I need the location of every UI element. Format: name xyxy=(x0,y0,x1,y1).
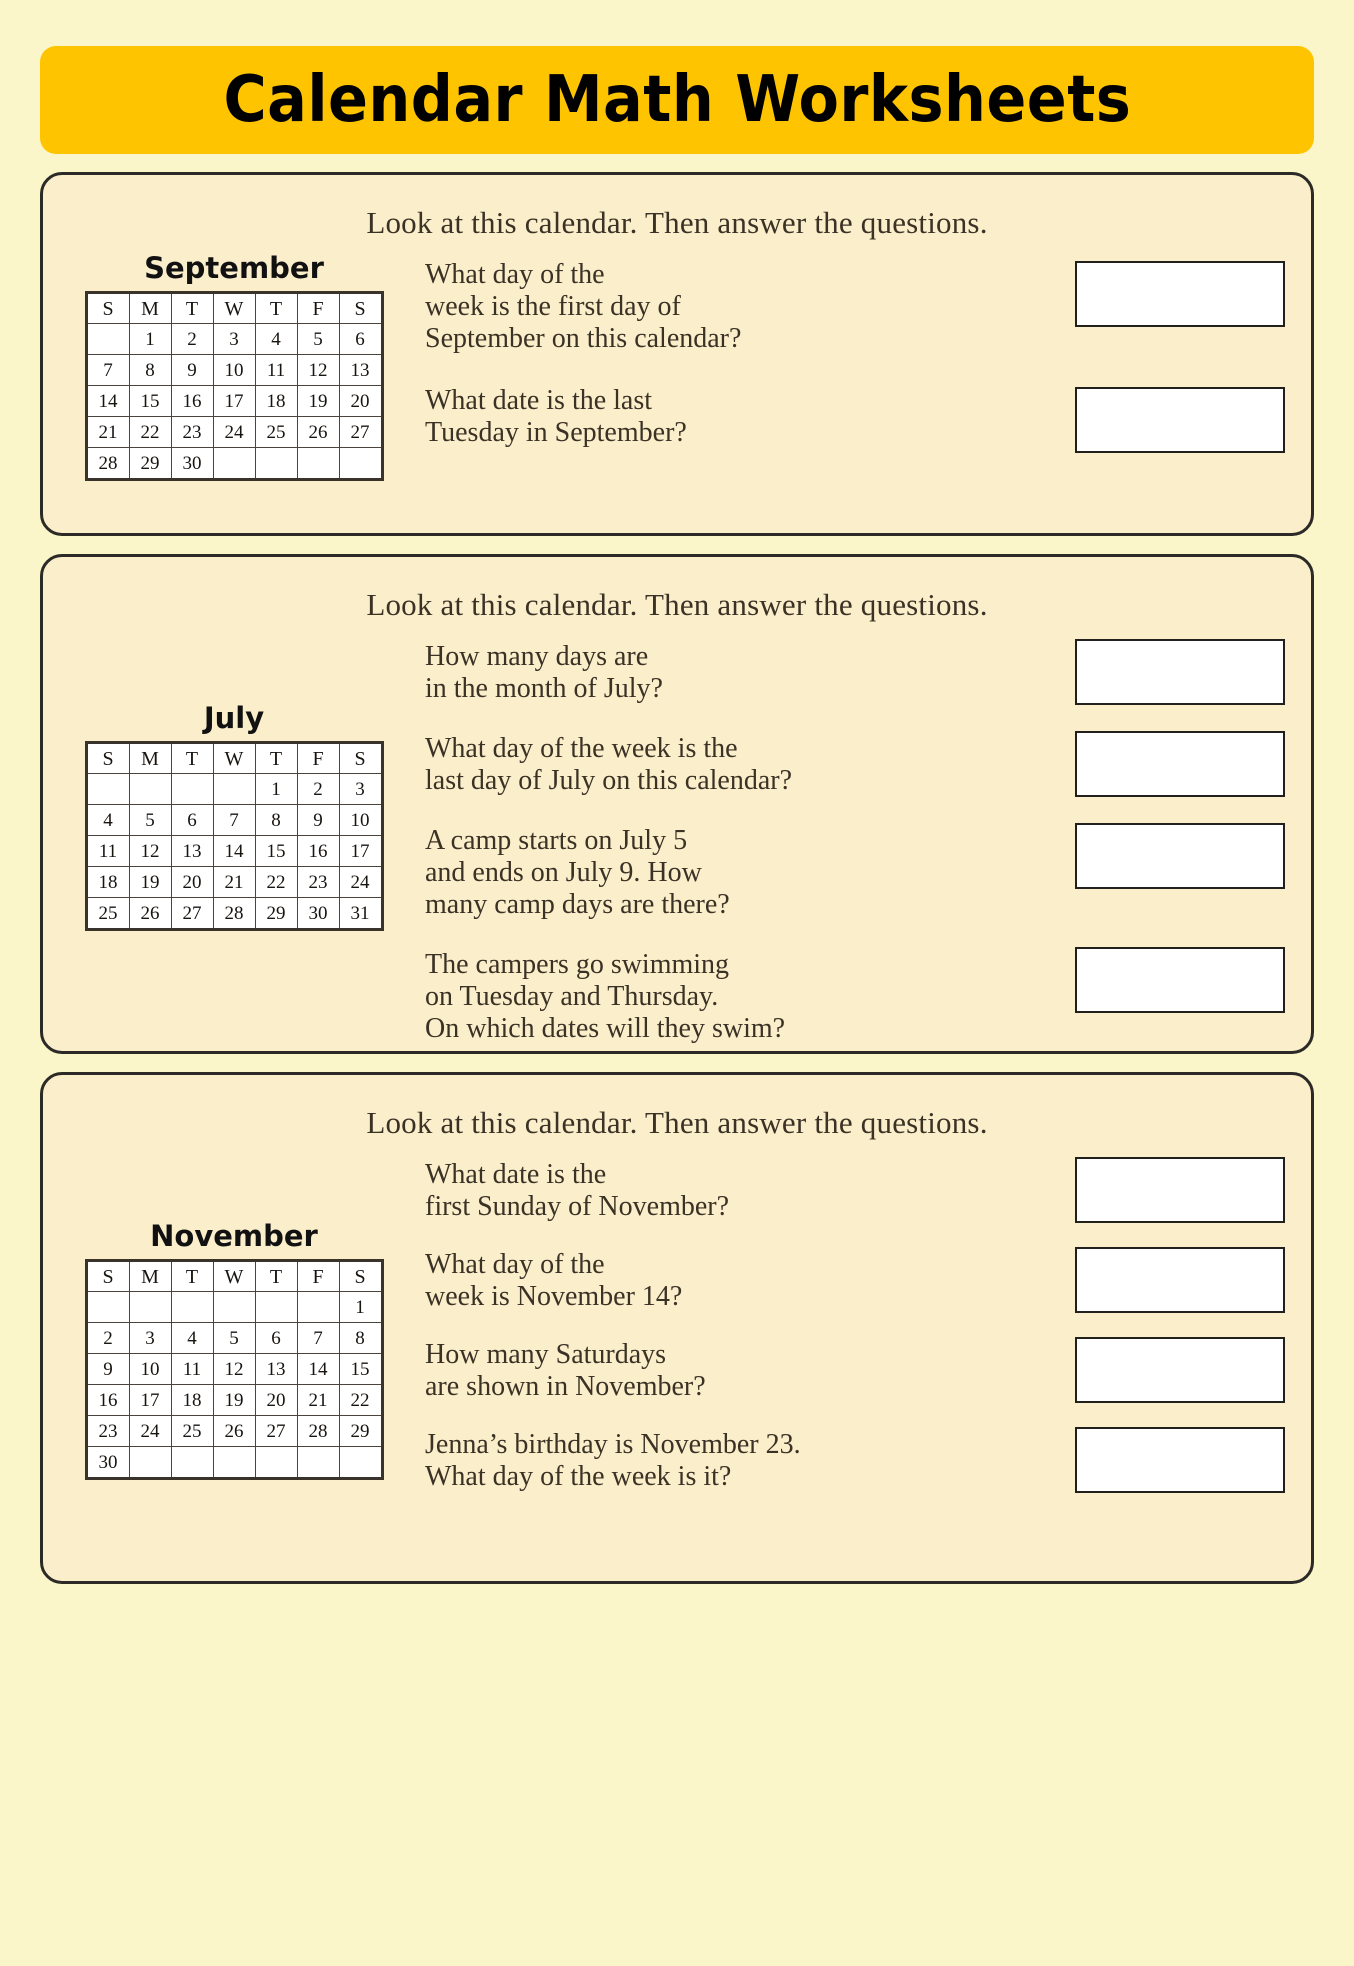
calendar-day-cell: 21 xyxy=(213,867,255,898)
question-text xyxy=(425,1337,1075,1403)
calendar-day-cell: 6 xyxy=(339,324,382,355)
calendar-week-row xyxy=(86,836,382,867)
calendar-empty-cell xyxy=(255,1447,297,1479)
month-title-july: July xyxy=(203,701,265,735)
calendar-empty-cell xyxy=(171,1292,213,1323)
calendar-day-cell: 26 xyxy=(213,1416,255,1447)
calendar-week-row xyxy=(86,774,382,805)
calendar-day-cell: 7 xyxy=(213,805,255,836)
question-line: in the month of July? xyxy=(425,672,663,704)
weekday-header-cell: T xyxy=(255,1261,297,1292)
question-text xyxy=(425,383,1075,449)
calendar-day-cell: 8 xyxy=(255,805,297,836)
question-line: are shown in November? xyxy=(425,1370,706,1402)
calendar-day-cell: 22 xyxy=(129,417,171,448)
calendar-day-cell: 3 xyxy=(213,324,255,355)
answer-box[interactable] xyxy=(1075,1247,1285,1313)
calendar-day-cell: 13 xyxy=(171,836,213,867)
weekday-header-cell: S xyxy=(339,1261,382,1292)
calendar-day-cell: 2 xyxy=(86,1323,129,1354)
calendar-table-july xyxy=(85,741,384,931)
calendar-week-row xyxy=(86,805,382,836)
calendar-day-cell: 6 xyxy=(171,805,213,836)
calendar-day-cell: 12 xyxy=(297,355,339,386)
weekday-header-cell: W xyxy=(213,293,255,324)
calendar-empty-cell xyxy=(339,1447,382,1479)
weekday-header-cell: S xyxy=(86,1261,129,1292)
calendar-empty-cell xyxy=(339,448,382,480)
calendar-day-cell: 22 xyxy=(339,1385,382,1416)
calendar-header-row xyxy=(86,743,382,774)
answer-box[interactable] xyxy=(1075,1337,1285,1403)
calendar-day-cell: 12 xyxy=(129,836,171,867)
weekday-header-cell: S xyxy=(86,743,129,774)
answer-box[interactable] xyxy=(1075,731,1285,797)
calendar-day-cell: 28 xyxy=(297,1416,339,1447)
calendar-day-cell: 18 xyxy=(255,386,297,417)
calendar-empty-cell xyxy=(297,1292,339,1323)
calendar-body-july xyxy=(86,743,382,930)
weekday-header-cell: F xyxy=(297,743,339,774)
calendar-day-cell: 13 xyxy=(255,1354,297,1385)
calendar-table-november xyxy=(85,1259,384,1480)
calendar-day-cell: 3 xyxy=(129,1323,171,1354)
calendar-body-november xyxy=(86,1261,382,1479)
calendar-day-cell: 23 xyxy=(86,1416,129,1447)
calendar-week-row xyxy=(86,1447,382,1479)
calendar-day-cell: 22 xyxy=(255,867,297,898)
calendar-day-cell: 30 xyxy=(86,1447,129,1479)
calendar-empty-cell xyxy=(86,1292,129,1323)
worksheet-panel-july xyxy=(40,554,1314,1054)
calendar-day-cell: 24 xyxy=(213,417,255,448)
question-line: September on this calendar? xyxy=(425,322,742,354)
calendar-empty-cell xyxy=(213,1292,255,1323)
calendar-week-row xyxy=(86,417,382,448)
weekday-header-cell: W xyxy=(213,1261,255,1292)
calendar-day-cell: 20 xyxy=(255,1385,297,1416)
calendar-week-row xyxy=(86,355,382,386)
question-line: What date is the xyxy=(425,1159,607,1190)
calendar-empty-cell xyxy=(86,324,129,355)
calendar-day-cell: 19 xyxy=(213,1385,255,1416)
question-line: How many Saturdays xyxy=(425,1339,667,1370)
calendar-day-cell: 2 xyxy=(297,774,339,805)
calendar-day-cell: 12 xyxy=(213,1354,255,1385)
question-text xyxy=(425,1427,1075,1493)
question-row xyxy=(425,1247,1285,1313)
question-line: last day of July on this calendar? xyxy=(425,764,793,796)
page-title: Calendar Math Worksheets xyxy=(223,63,1131,137)
calendar-empty-cell xyxy=(129,1292,171,1323)
calendar-day-cell: 9 xyxy=(297,805,339,836)
calendar-week-row xyxy=(86,1416,382,1447)
calendar-header-row xyxy=(86,293,382,324)
calendar-day-cell: 15 xyxy=(129,386,171,417)
calendar-day-cell: 8 xyxy=(339,1323,382,1354)
calendar-day-cell: 15 xyxy=(339,1354,382,1385)
question-text xyxy=(425,823,1075,921)
calendar-day-cell: 29 xyxy=(129,448,171,480)
calendar-day-cell: 27 xyxy=(171,898,213,930)
calendar-day-cell: 7 xyxy=(86,355,129,386)
answer-box[interactable] xyxy=(1075,639,1285,705)
calendar-week-row xyxy=(86,898,382,930)
calendar-empty-cell xyxy=(213,1447,255,1479)
calendar-day-cell: 18 xyxy=(171,1385,213,1416)
question-row xyxy=(425,1157,1285,1223)
calendar-week-row xyxy=(86,1323,382,1354)
question-line: How many days are xyxy=(425,641,649,672)
weekday-header-cell: T xyxy=(171,743,213,774)
calendar-day-cell: 17 xyxy=(213,386,255,417)
weekday-header-cell: T xyxy=(171,1261,213,1292)
calendar-empty-cell xyxy=(213,448,255,480)
calendar-day-cell: 30 xyxy=(171,448,213,480)
question-line: week is November 14? xyxy=(425,1280,683,1312)
calendar-day-cell: 16 xyxy=(171,386,213,417)
calendar-day-cell: 28 xyxy=(213,898,255,930)
question-row xyxy=(425,731,1285,797)
weekday-header-cell: S xyxy=(339,743,382,774)
calendar-day-cell: 14 xyxy=(86,386,129,417)
calendar-day-cell: 29 xyxy=(255,898,297,930)
calendar-day-cell: 1 xyxy=(129,324,171,355)
instruction-july: Look at this calendar. Then answer the questions. xyxy=(366,587,988,622)
calendar-empty-cell xyxy=(129,774,171,805)
question-text xyxy=(425,1247,1075,1313)
calendar-empty-cell xyxy=(171,1447,213,1479)
question-line: and ends on July 9. How xyxy=(425,856,702,888)
weekday-header-cell: T xyxy=(255,293,297,324)
weekday-header-cell: S xyxy=(86,293,129,324)
instruction-november: Look at this calendar. Then answer the questions. xyxy=(366,1105,988,1140)
question-line: What day of the xyxy=(425,259,605,290)
weekday-header-cell: T xyxy=(255,743,297,774)
question-row xyxy=(425,257,1285,355)
calendar-day-cell: 24 xyxy=(129,1416,171,1447)
question-line: What day of the week is it? xyxy=(425,1460,732,1492)
questions-column-september xyxy=(399,247,1285,453)
calendar-day-cell: 17 xyxy=(339,836,382,867)
calendar-empty-cell xyxy=(255,448,297,480)
calendar-day-cell: 4 xyxy=(171,1323,213,1354)
calendar-column-july xyxy=(69,629,399,931)
calendar-day-cell: 4 xyxy=(86,805,129,836)
calendar-week-row xyxy=(86,867,382,898)
month-title-november: November xyxy=(150,1219,318,1253)
calendar-day-cell: 24 xyxy=(339,867,382,898)
calendar-day-cell: 29 xyxy=(339,1416,382,1447)
calendar-day-cell: 14 xyxy=(213,836,255,867)
weekday-header-cell: M xyxy=(129,293,171,324)
calendar-day-cell: 26 xyxy=(297,417,339,448)
calendar-day-cell: 11 xyxy=(86,836,129,867)
question-line: many camp days are there? xyxy=(425,888,730,920)
calendar-empty-cell xyxy=(297,1447,339,1479)
calendar-week-row xyxy=(86,1354,382,1385)
question-line: Jenna’s birthday is November 23. xyxy=(425,1429,801,1460)
answer-box[interactable] xyxy=(1075,387,1285,453)
answer-box[interactable] xyxy=(1075,1427,1285,1493)
calendar-day-cell: 16 xyxy=(86,1385,129,1416)
calendar-body-september xyxy=(86,293,382,480)
question-line: On which dates will they swim? xyxy=(425,1012,786,1044)
worksheet-page xyxy=(0,46,1354,1966)
calendar-day-cell: 21 xyxy=(86,417,129,448)
calendar-day-cell: 5 xyxy=(129,805,171,836)
calendar-empty-cell xyxy=(171,774,213,805)
calendar-table-september xyxy=(85,291,384,481)
question-line: What day of the week is the xyxy=(425,733,738,764)
calendar-day-cell: 27 xyxy=(339,417,382,448)
question-row xyxy=(425,1427,1285,1493)
answer-box[interactable] xyxy=(1075,947,1285,1013)
calendar-empty-cell xyxy=(255,1292,297,1323)
question-line: The campers go swimming xyxy=(425,948,730,980)
calendar-day-cell: 15 xyxy=(255,836,297,867)
weekday-header-cell: T xyxy=(171,293,213,324)
question-row xyxy=(425,383,1285,453)
calendar-day-cell: 20 xyxy=(339,386,382,417)
calendar-day-cell: 28 xyxy=(86,448,129,480)
calendar-day-cell: 16 xyxy=(297,836,339,867)
calendar-day-cell: 13 xyxy=(339,355,382,386)
calendar-day-cell: 11 xyxy=(255,355,297,386)
instruction-september: Look at this calendar. Then answer the questions. xyxy=(366,205,988,240)
calendar-day-cell: 9 xyxy=(171,355,213,386)
worksheet-panel-september xyxy=(40,172,1314,536)
panel-body-september xyxy=(69,247,1285,481)
questions-column-november xyxy=(399,1147,1285,1493)
weekday-header-cell: M xyxy=(129,743,171,774)
calendar-day-cell: 2 xyxy=(171,324,213,355)
calendar-day-cell: 8 xyxy=(129,355,171,386)
question-row xyxy=(425,823,1285,921)
calendar-column-november xyxy=(69,1147,399,1480)
calendar-day-cell: 7 xyxy=(297,1323,339,1354)
question-row xyxy=(425,639,1285,705)
calendar-day-cell: 30 xyxy=(297,898,339,930)
weekday-header-cell: S xyxy=(339,293,382,324)
question-line: Tuesday in September? xyxy=(425,416,687,448)
calendar-day-cell: 20 xyxy=(171,867,213,898)
question-line: What day of the xyxy=(425,1249,605,1280)
question-text xyxy=(425,731,1075,797)
calendar-day-cell: 27 xyxy=(255,1416,297,1447)
calendar-day-cell: 23 xyxy=(297,867,339,898)
question-text xyxy=(425,257,1075,355)
question-line: A camp starts on July 5 xyxy=(425,825,688,856)
calendar-empty-cell xyxy=(129,1447,171,1479)
calendar-empty-cell xyxy=(213,774,255,805)
calendar-day-cell: 9 xyxy=(86,1354,129,1385)
calendar-day-cell: 10 xyxy=(129,1354,171,1385)
questions-column-july xyxy=(399,629,1285,1044)
calendar-day-cell: 19 xyxy=(297,386,339,417)
calendar-day-cell: 31 xyxy=(339,898,382,930)
calendar-week-row xyxy=(86,448,382,480)
calendar-day-cell: 5 xyxy=(213,1323,255,1354)
calendar-week-row xyxy=(86,1385,382,1416)
calendar-week-row xyxy=(86,386,382,417)
title-banner xyxy=(40,46,1314,154)
weekday-header-cell: F xyxy=(297,1261,339,1292)
calendar-day-cell: 1 xyxy=(339,1292,382,1323)
calendar-day-cell: 23 xyxy=(171,417,213,448)
panel-body-july xyxy=(69,629,1285,1044)
calendar-day-cell: 21 xyxy=(297,1385,339,1416)
calendar-week-row xyxy=(86,1292,382,1323)
calendar-day-cell: 14 xyxy=(297,1354,339,1385)
calendar-day-cell: 17 xyxy=(129,1385,171,1416)
calendar-day-cell: 25 xyxy=(255,417,297,448)
calendar-day-cell: 1 xyxy=(255,774,297,805)
question-text xyxy=(425,947,1075,1045)
worksheet-panel-november xyxy=(40,1072,1314,1584)
calendar-week-row xyxy=(86,324,382,355)
calendar-day-cell: 11 xyxy=(171,1354,213,1385)
weekday-header-cell: W xyxy=(213,743,255,774)
calendar-day-cell: 19 xyxy=(129,867,171,898)
question-row xyxy=(425,1337,1285,1403)
question-row xyxy=(425,947,1285,1045)
calendar-day-cell: 25 xyxy=(171,1416,213,1447)
weekday-header-cell: F xyxy=(297,293,339,324)
panel-body-november xyxy=(69,1147,1285,1493)
month-title-september: September xyxy=(144,251,324,285)
calendar-day-cell: 3 xyxy=(339,774,382,805)
weekday-header-cell: M xyxy=(129,1261,171,1292)
answer-box[interactable] xyxy=(1075,261,1285,327)
question-line: on Tuesday and Thursday. xyxy=(425,980,719,1012)
question-text xyxy=(425,639,1075,705)
calendar-day-cell: 10 xyxy=(213,355,255,386)
question-line: week is the first day of xyxy=(425,290,681,322)
calendar-day-cell: 26 xyxy=(129,898,171,930)
calendar-day-cell: 5 xyxy=(297,324,339,355)
calendar-column-september xyxy=(69,247,399,481)
calendar-day-cell: 18 xyxy=(86,867,129,898)
question-line: What date is the last xyxy=(425,384,653,416)
answer-box[interactable] xyxy=(1075,823,1285,889)
question-text xyxy=(425,1157,1075,1223)
calendar-empty-cell xyxy=(86,774,129,805)
calendar-empty-cell xyxy=(297,448,339,480)
calendar-header-row xyxy=(86,1261,382,1292)
calendar-day-cell: 4 xyxy=(255,324,297,355)
question-line: first Sunday of November? xyxy=(425,1190,730,1222)
calendar-day-cell: 10 xyxy=(339,805,382,836)
calendar-day-cell: 25 xyxy=(86,898,129,930)
answer-box[interactable] xyxy=(1075,1157,1285,1223)
calendar-day-cell: 6 xyxy=(255,1323,297,1354)
